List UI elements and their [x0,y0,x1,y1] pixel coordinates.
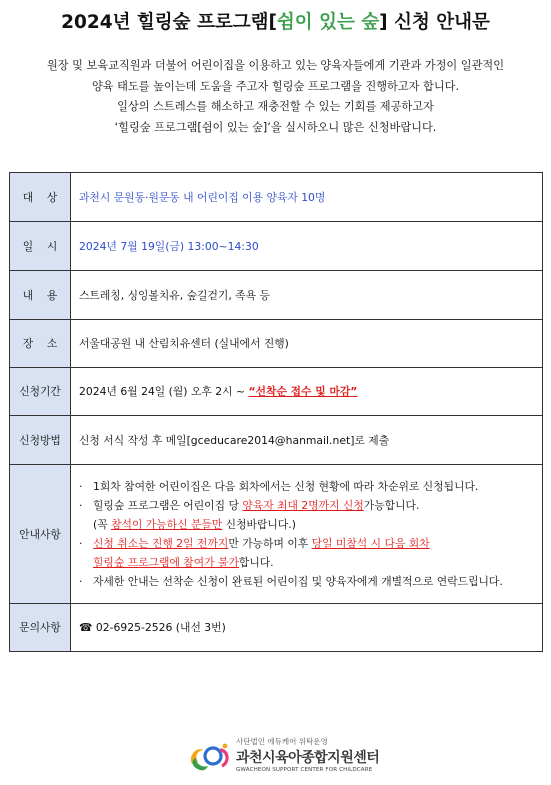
note-text: 힐링숲 프로그램은 어린이집 당 [93,499,243,512]
label-content: 내 용 [10,271,71,320]
note-highlight: 신청 취소는 진행 2일 전까지 [93,537,229,550]
label-contact: 문의사항 [10,604,71,652]
bullet-icon: · [79,499,83,512]
note-continuation [79,553,541,572]
intro-line: 일상의 스트레스를 해소하고 재충전할 수 있는 기회를 제공하고자 [117,100,434,113]
title-part-1: 2024년 힐링숲 프로그램[ [61,12,277,33]
footer-operator: 사단법인 에듀케어 위탁운영 [236,737,328,746]
note-highlight: 양육자 최대 2명까지 신청 [242,499,364,512]
label-date: 일 시 [10,222,71,271]
note-text: 신청바랍니다.) [222,518,296,531]
note-highlight: 힐링숲 프로그램에 참여가 불가 [93,556,239,569]
period-highlight: “선착순 접수 및 마감” [248,385,358,398]
note-text: (꼭 [93,518,112,531]
value-contact [71,604,543,652]
row-content [10,271,543,320]
note-text: 자세한 안내는 선착순 신청이 완료된 어린이집 및 양육자에게 개별적으로 연락드립니다. [93,575,503,588]
label-target: 대 상 [10,173,71,222]
footer-english-name: GWACHEON SUPPORT CENTER FOR CHILDCARE [236,767,373,773]
note-item [79,572,541,591]
info-table [9,172,543,652]
bullet-icon: · [79,537,83,550]
title-part-2: ] 신청 안내문 [379,12,490,33]
row-place [10,320,543,368]
center-logo-icon [186,740,232,776]
row-contact [10,604,543,652]
bullet-icon: · [79,480,83,493]
footer-text [236,736,386,773]
phone-icon: ☎ [79,621,93,634]
row-method [10,416,543,465]
notes-list [73,477,541,591]
intro-line: 원장 및 보육교직원과 더불어 어린이집을 이용하고 있는 양육자들에게 기관과 가정이 일관적인 [46,59,505,72]
note-text: 합니다. [238,556,274,569]
label-place: 장 소 [10,320,71,368]
label-period: 신청기간 [10,368,71,416]
note-continuation [79,515,541,534]
value-method: 신청 서식 작성 후 메일[gceducare2014@hanmail.net]로 제출 [71,416,543,465]
label-method: 신청방법 [10,416,71,465]
note-item [79,496,541,515]
period-text: 2024년 6월 24일 (월) 오후 2시 ~ [79,385,249,398]
footer-logo-block [186,736,386,784]
note-highlight: 참석이 가능하신 분들만 [111,518,223,531]
title-highlight: 쉼이 있는 숲 [276,12,380,33]
value-period [71,368,543,416]
note-item [79,477,541,496]
value-date: 2024년 7월 19일(금) 13:00~14:30 [71,222,543,271]
row-period [10,368,543,416]
contact-phone: 02-6925-2526 (내선 3번) [95,621,226,634]
note-highlight: 당일 미참석 시 다음 회차 [311,537,430,550]
note-text: 1회차 참여한 어린이집은 다음 회차에서는 신청 현황에 따라 차순위로 신청됩니다. [93,480,479,493]
intro-line: ‘힐링숲 프로그램[쉼이 있는 숲]’을 실시하오니 많은 신청바랍니다. [114,120,437,134]
value-place: 서울대공원 내 산림치유센터 (실내에서 진행) [71,320,543,368]
intro-paragraph [0,56,551,138]
value-notes [71,465,543,604]
note-text: 만 가능하며 이후 [228,537,312,550]
intro-line: 양육 태도를 높이는데 도움을 주고자 힐링숲 프로그램을 진행하고자 합니다. [91,79,460,93]
note-text: 가능합니다. [363,499,420,512]
value-target: 과천시 문원동·원문동 내 어린이집 이용 양육자 10명 [71,173,543,222]
footer-center-name: 과천시육아종합지원센터 [236,750,380,766]
label-notes: 안내사항 [10,465,71,604]
page-title [0,8,551,34]
row-notes [10,465,543,604]
row-target [10,173,543,222]
bullet-icon: · [79,575,83,588]
row-date [10,222,543,271]
value-content: 스트레칭, 싱잉볼치유, 숲길걷기, 족욕 등 [71,271,543,320]
note-item [79,534,541,553]
